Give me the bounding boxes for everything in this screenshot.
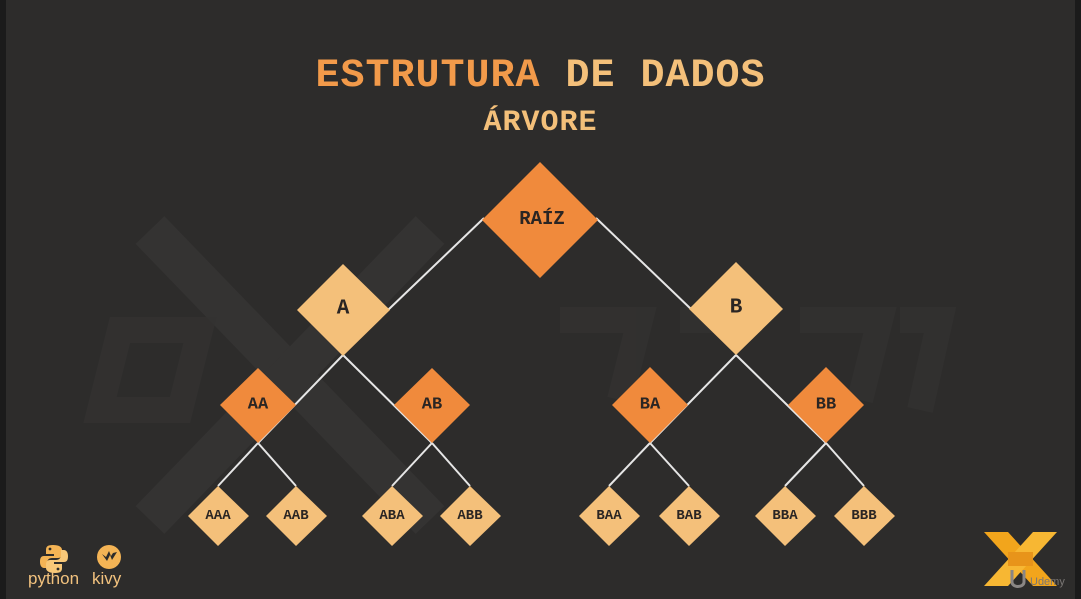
node-ba (612, 367, 688, 443)
edge-bb-bba (785, 443, 826, 486)
node-ba-label: BA (639, 395, 661, 415)
subtitle: ÁRVORE (483, 106, 598, 140)
edge-root-b (596, 218, 692, 310)
node-aba (362, 486, 423, 546)
node-root-label: RAÍZ (519, 208, 565, 230)
node-baa-label: BAA (596, 508, 622, 524)
edge-ba-bab (650, 443, 689, 486)
node-bbb-label: BBB (851, 508, 877, 524)
node-baa (579, 486, 640, 546)
node-abb-label: ABB (457, 508, 483, 524)
node-ab (394, 368, 470, 443)
edge-bb-bbb (826, 443, 864, 486)
title-word-estrutura: ESTRUTURA (315, 54, 541, 99)
node-root (482, 162, 598, 278)
node-b (689, 262, 783, 355)
python-logo-text: python (28, 569, 80, 588)
kivy-logo-text: kivy (92, 569, 122, 588)
node-a (297, 264, 390, 356)
node-aba-label: ABA (379, 508, 405, 524)
node-aab (266, 486, 327, 546)
edge-ab-abb (432, 443, 470, 486)
kivy-icon (97, 545, 121, 569)
edge-aa-aab (258, 443, 296, 486)
node-bb (788, 367, 864, 443)
node-bba-label: BBA (772, 508, 798, 524)
node-aa-label: AA (247, 395, 269, 415)
node-aa (220, 368, 296, 443)
node-aaa-label: AAA (205, 508, 231, 524)
node-bab (659, 486, 720, 546)
node-bb-label: BB (815, 395, 837, 415)
node-ab-label: AB (421, 395, 443, 415)
node-bbb (834, 486, 895, 546)
node-aaa (188, 486, 249, 546)
node-b-label: B (729, 296, 743, 320)
edge-ba-baa (609, 443, 650, 486)
edge-ab-aba (392, 443, 432, 486)
edge-root-a (388, 218, 484, 310)
udemy-logo-text: Udemy (1030, 576, 1065, 588)
edge-aa-aaa (218, 443, 258, 486)
node-aab-label: AAB (283, 508, 309, 524)
node-bab-label: BAB (676, 508, 702, 524)
title-words-de-dados: DE DADOS (565, 54, 766, 99)
node-a-label: A (336, 297, 350, 321)
node-bba (755, 486, 816, 546)
node-abb (440, 486, 501, 546)
